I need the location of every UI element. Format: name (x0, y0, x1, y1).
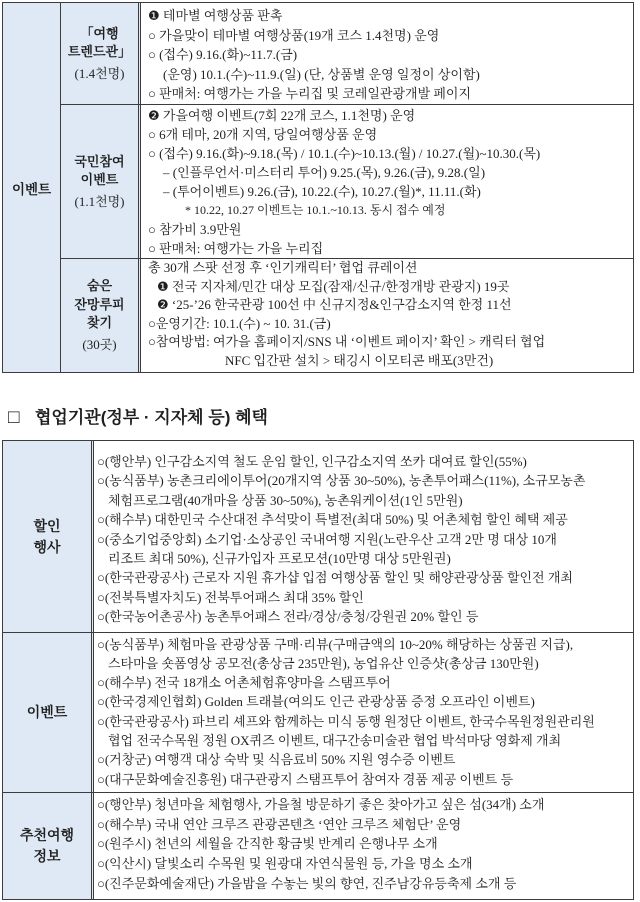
benefit-row-discounts (3, 441, 633, 632)
detail-line: – (인플루언서·미스터리 투어) 9.25.(목), 9.26.(금), 9.28.(일) (163, 165, 486, 180)
section-heading-text: 협업기관(정부 · 지자체 등) 혜택 (35, 408, 268, 427)
detail-line: ○(중소기업중앙회) 소기업·소상공인 국내여행 지원(노란우산 고객 2만 명 대상 10개 (97, 531, 557, 547)
event-row-hidden-spots (61, 258, 633, 372)
detail-line: ○운영기간: 10.1.(수) ~ 10. 31.(금) (148, 315, 331, 331)
event-category-label (3, 3, 61, 372)
detail-line: ○ 판매처: 여행가는 가을 누리집 (148, 241, 324, 256)
detail-line: ○(행안부) 인구감소지역 철도 운임 할인, 인구감소지역 쏘카 대여료 할인(55%) (97, 454, 527, 469)
detail-line: ❷ ‘25-’26 한국관광 100선 中 신규지정&인구감소지역 한정 11선 (157, 297, 512, 313)
row-label-count: (30곳) (82, 336, 117, 352)
detail-line: ❷ 가을여행 이벤트(7회 22개 코스, 1.1천명) 운영 (148, 108, 416, 123)
detail-line: 총 30개 스팟 선정 후 ‘인기캐릭터’ 협업 큐레이션 (148, 260, 418, 275)
detail-line: ○ 참가비 3.9만원 (148, 222, 242, 237)
partner-benefits-table (2, 440, 634, 900)
detail-line: ○(한국농어촌공사) 농촌투어패스 전라/경상/충청/강원권 20% 할인 등 (97, 609, 479, 625)
row-content (94, 633, 633, 792)
benefit-row-events (3, 632, 633, 792)
footnote-line: * 10.22, 10.27 이벤트는 10.1.~10.13. 동시 접수 예정 (185, 203, 446, 217)
row-label (61, 259, 141, 372)
row-label-title: 숨은 (86, 278, 113, 294)
detail-line: ○참여방법: 여가을 홈페이지/SNS 내 ‘이벤트 페이지’ 확인 > 캐릭터 협업 (148, 334, 546, 350)
detail-line: ○ 가을맞이 테마별 여행상품(19개 코스 1.4천명) 운영 (148, 27, 440, 43)
detail-line: ○(한국관광공사) 근로자 지원 휴가샵 입점 여행상품 할인 및 해양관광상품 할인전 개최 (97, 570, 573, 586)
detail-line: 리조트 최대 50%), 신규가입자 프로모션(10만명 대상 5만원권) (108, 551, 451, 567)
row-label-title: 국민참여 (74, 153, 125, 169)
row-content (94, 441, 633, 632)
row-label-title: 잔망루피 (74, 296, 125, 312)
detail-line: ○ (접수) 9.16.(화)~11.7.(금) (148, 47, 298, 62)
detail-line: ○(대구문화예술진흥원) 대구관광지 스탬프투어 참여자 경품 제공 이벤트 등 (97, 771, 514, 787)
detail-line: ○ (접수) 9.16.(화)~9.18.(목) / 10.1.(수)~10.13.(월) / 10.27.(월)~10.30.(목) (148, 146, 541, 161)
row-label-title: 이벤트 (26, 704, 68, 720)
detail-line: ○(농식품부) 농촌크리에이투어(20개지역 상품 30~50%), 농촌투어패스(11%), 소규모농촌 (97, 473, 586, 489)
row-label-title: 트렌드관」 (67, 44, 132, 59)
detail-line: 체험프로그램(40개마을 상품 30~50%), 농촌워케이션(1인 5만원) (108, 492, 463, 508)
detail-line: ❶ 전국 지자체/민간 대상 모집(잠재/신규/한정개방 관광지) 19곳 (157, 278, 510, 294)
row-label-title: 정보 (33, 848, 61, 864)
detail-line: 협업 전국수목원 정원 OX퀴즈 이벤트, 대구간송미술관 협업 박석마당 영화제 개최 (108, 732, 562, 748)
detail-line: ○(익산시) 달빛소리 수목원 및 원광대 자연식물원 등, 가을 명소 소개 (97, 856, 473, 872)
section-marker: □ (8, 407, 20, 428)
row-label-title: 할인 (33, 517, 61, 534)
detail-line: ○ 판매처: 여행가는 가을 누리집 및 코레일관광개발 페이지 (148, 86, 472, 101)
row-label-title: 행사 (33, 538, 61, 555)
row-content (141, 259, 633, 372)
row-content (141, 3, 633, 104)
detail-line: ○(진주문화예술재단) 가을밤을 수놓는 빛의 향연, 진주남강유등축제 소개 등 (97, 875, 517, 891)
row-label (3, 793, 94, 899)
detail-line: ○(한국경제인협회) Golden 트래블(여의도 인근 관광상품 증정 오프라인 이벤트) (97, 694, 535, 710)
row-content (94, 793, 633, 899)
event-table (2, 2, 634, 373)
detail-line: ○(해수부) 대한민국 수산대전 추석맞이 특별전(최대 50%) 및 어촌체험 할인 혜택 제공 (97, 512, 568, 528)
row-label (3, 633, 94, 792)
detail-line: ○ 6개 테마, 20개 지역, 당일여행상품 운영 (148, 127, 378, 142)
row-label-count: (1.4천명) (74, 65, 125, 81)
detail-line: ○(전북특별자치도) 전북투어패스 최대 35% 할인 (97, 589, 364, 605)
category-label-text: 이벤트 (11, 181, 52, 197)
section-heading (8, 406, 268, 430)
row-label-title: 「여행 (80, 25, 119, 41)
detail-line: – (투어이벤트) 9.26.(금), 10.22.(수), 10.27.(월)*, 11.11.(화) (163, 184, 481, 199)
detail-line: NFC 입간판 설치 > 태깅시 이모티콘 배포(3만건) (225, 352, 494, 368)
row-label (61, 105, 141, 258)
detail-line: ○(원주시) 천년의 세월을 간직한 황금빛 반계리 은행나무 소개 (97, 836, 438, 852)
detail-line: ○(한국관광공사) 파브리 셰프와 함께하는 미식 동행 원정단 이벤트, 한국수목원정원관리원 (97, 713, 595, 729)
detail-line: ○(해수부) 국내 연안 크루즈 관광콘텐츠 ‘연안 크루즈 체험단’ 운영 (97, 816, 462, 832)
row-label (61, 3, 141, 104)
row-label (3, 441, 94, 632)
detail-line: ○(농식품부) 체험마을 관광상품 구매·리뷰(구매금액의 10~20% 해당하는 상품권 지급), (97, 636, 574, 652)
row-label-count: (1.1천명) (74, 193, 125, 209)
detail-line: ○(거창군) 여행객 대상 숙박 및 식음료비 50% 지원 영수증 이벤트 (97, 752, 456, 768)
row-label-title: 추천여행 (19, 827, 75, 843)
benefit-row-travel-info (3, 792, 633, 899)
row-content (141, 105, 633, 258)
detail-line: (운영) 10.1.(수)~11.9.(일) (단, 상품별 운영 일정이 상이함) (163, 66, 480, 82)
detail-line: 스타마을 숏폼영상 공모전(총상금 235만원), 농업유산 인증샷(총상금 130만원) (108, 655, 539, 671)
event-row-travel-trend-hall (61, 3, 633, 104)
event-row-public-participation (61, 104, 633, 258)
detail-line: ○(해수부) 전국 18개소 어촌체험휴양마을 스탬프투어 (97, 675, 391, 691)
detail-line: ○(행안부) 청년마을 체험행사, 가을철 방문하기 좋은 찾아가고 싶은 섬(34개) 소개 (97, 797, 545, 812)
detail-line: ❶ 테마별 여행상품 판촉 (148, 8, 283, 23)
row-label-title: 이벤트 (80, 172, 119, 187)
row-label-title: 찾기 (86, 315, 113, 331)
